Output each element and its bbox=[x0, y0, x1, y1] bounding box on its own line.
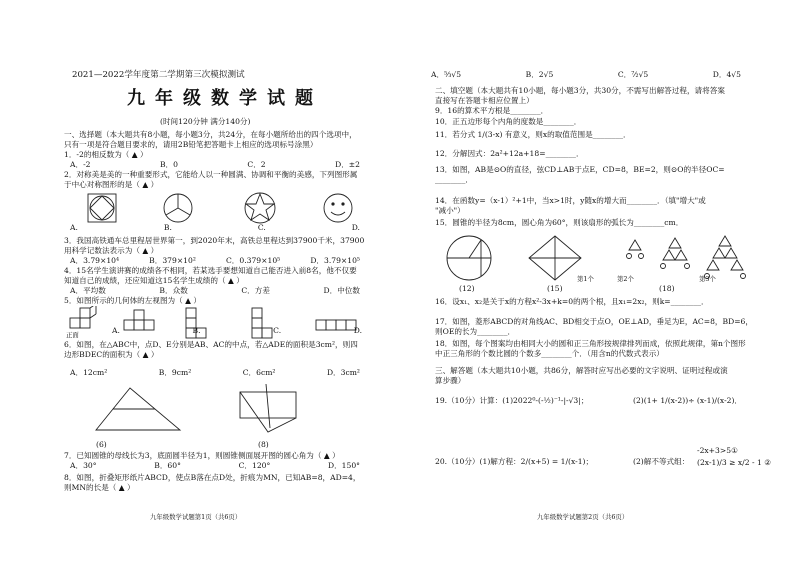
q6-options bbox=[70, 368, 360, 378]
q15: 15．圆锥的半径为8cm，圆心角为60°，则该扇形的弧长为________cm． bbox=[435, 218, 684, 227]
q2-figure-c-star bbox=[245, 193, 275, 223]
q6-option-d: D．3cm² bbox=[326, 368, 360, 377]
q1-option-b: B．0 bbox=[159, 160, 178, 169]
section3-intro-line1: 三、解答题（本大题共10小题，共86分，解答时应写出必要的文字说明、证明过程或演 bbox=[435, 366, 728, 375]
q2-option-d: D. bbox=[351, 223, 360, 232]
q5-option-a: A. bbox=[112, 326, 120, 335]
q2-option-b: B. bbox=[163, 223, 172, 232]
q6-stem-line1: 6．如图，在△ABC中，点D、E分别是AB、AC的中点，若△ADE的面积是3cm²，则四 bbox=[64, 340, 358, 349]
q2-options bbox=[70, 223, 360, 233]
page2-footer: 九年级数学试题第2页（共6页） bbox=[537, 513, 629, 521]
q8-options bbox=[431, 70, 741, 80]
q18-line1: 18．如图，每个图案均由相同大小的圆和正三角形按规律排列而成，依照此规律，第n个图形 bbox=[435, 339, 746, 348]
fig18-label: (18) bbox=[659, 284, 675, 293]
q7-stem: 7．已知圆锥的母线长为3，底面圆半径为1，则圆锥侧面展开图的圆心角为（ ▲ ） bbox=[64, 451, 340, 460]
q3-stem-line2: 用科学记数法表示为（ ▲ ） bbox=[64, 246, 159, 255]
q14-line2: "减小"） bbox=[435, 206, 465, 215]
section1-intro-line1: 一、选择题（本大题共有8小题，每小题3分，共24分，在每小题所给出的四个选项中， bbox=[64, 130, 357, 139]
q6-option-b: B．9cm² bbox=[158, 368, 192, 377]
q1-option-d: D．±2 bbox=[335, 160, 360, 169]
q13-circle-figure bbox=[447, 236, 491, 280]
q13-line1: 13．如图，AB是⊙O的直径，弦CD⊥AB于点E，CD=8，BE=2，则⊙O的半径OC= bbox=[435, 165, 725, 174]
pattern-label-3: 第3个 bbox=[699, 275, 716, 283]
q6-option-c: C．6cm² bbox=[242, 368, 276, 377]
q2-figure-b-trefoil bbox=[164, 194, 192, 222]
q4-stem-line1: 4．15名学生演讲赛的成绩各不相同，若某选手要想知道自己能否进入前8名，他不仅要 bbox=[64, 266, 357, 275]
q6-triangle-figure bbox=[90, 384, 190, 436]
section1-intro-line2: 只有一项是符合题目要求的，请用2B铅笔把答题卡上相应的选项标号涂黑） bbox=[64, 140, 318, 149]
q5-figures bbox=[68, 306, 368, 342]
q8-option-d: D．4√5 bbox=[712, 70, 741, 79]
q8-option-a: A．⁵⁄₃√5 bbox=[431, 70, 462, 79]
q4-stem-line2: 知道自己的成绩，还应知道这15名学生成绩的（ ▲ ） bbox=[64, 276, 244, 285]
exam-header: 2021—2022学年度第二学期第三次模拟测试 bbox=[72, 70, 245, 80]
pattern-label-1: 第1个 bbox=[577, 275, 594, 283]
pattern-label-2: 第2个 bbox=[617, 275, 634, 283]
q2-stem-line2: 于中心对称图形的是（ ▲ ） bbox=[64, 180, 159, 189]
q3-options bbox=[70, 256, 360, 266]
q5-option-c: C. bbox=[273, 326, 282, 335]
exam-title: 九年级数学试题 bbox=[127, 88, 323, 109]
q7-option-b: B．60° bbox=[154, 461, 181, 470]
q5-front-label: 正面 bbox=[66, 331, 79, 339]
q3-stem-line1: 3．我国高铁通车总里程居世界第一，到2020年末，高铁总里程达到37900千米，37900 bbox=[64, 236, 365, 245]
q18-pattern-figure bbox=[627, 236, 746, 279]
q5-option-d: D. bbox=[353, 326, 362, 335]
q20-ineq-1: -2x+3>5① bbox=[697, 446, 738, 455]
q3-option-a: A．3.79×10⁴ bbox=[70, 256, 120, 265]
q20-ineq-2: (2x-1)/3 ≥ x/2 - 1 ② bbox=[697, 458, 772, 467]
q6-fig-label: (6) bbox=[96, 440, 107, 449]
q8-option-b: B．2√5 bbox=[525, 70, 554, 79]
q2-option-c: C. bbox=[257, 223, 266, 232]
q8-option-c: C．⁷⁄₂√5 bbox=[617, 70, 649, 79]
q20-part1: 20.（10分）(1)解方程：2/(x+5) = 1/(x-1)； bbox=[435, 457, 594, 466]
exam-info: (时间120分钟 满分140分) bbox=[160, 117, 251, 126]
q3-option-b: B．379×10² bbox=[149, 256, 196, 265]
q2-figure-d-smiley bbox=[324, 194, 352, 222]
q8-fig-label: (8) bbox=[258, 440, 269, 449]
q7-option-a: A．30° bbox=[70, 461, 97, 470]
q7-option-c: C．120° bbox=[238, 461, 271, 470]
q8-stem-line1: 8．如图，折叠矩形纸片ABCD，使点B落在点D处，折痕为MN，已知AB=8，AD=4， bbox=[64, 473, 361, 482]
q17-line2: 则OE的长为________． bbox=[435, 327, 516, 336]
q10: 10．正五边形每个内角的度数是________． bbox=[435, 117, 582, 126]
q2-figure-a-square-circle bbox=[88, 194, 116, 222]
q1-option-c: C．2 bbox=[247, 160, 266, 169]
q5-solid-figure bbox=[70, 306, 96, 328]
q7-options bbox=[70, 461, 360, 471]
section3-intro-line2: 算步骤） bbox=[435, 376, 466, 385]
q8-rectangle-figure bbox=[236, 382, 306, 442]
q16: 16．设x₁、x₂是关于x的方程x²-3x+k=0的两个根，且x₁=2x₂，则k=________． bbox=[435, 297, 709, 306]
q2-option-a: A. bbox=[70, 223, 78, 232]
q5-stem: 5．如图所示的几何体的左视图为（ ▲ ） bbox=[64, 296, 201, 305]
q17-rhombus-figure bbox=[529, 236, 581, 280]
q3-option-d: D．3.79×10⁵ bbox=[310, 256, 360, 265]
q14-line1: 14．在函数y=（x-1）²+1中，当x>1时，y随x的增大而________．（填"增大"或 bbox=[435, 196, 706, 205]
q7-option-d: D．150° bbox=[328, 461, 360, 470]
q5-option-b: B. bbox=[192, 326, 201, 335]
q9: 9．16的算术平方根是________． bbox=[435, 106, 549, 115]
q4-option-b: B．众数 bbox=[159, 286, 188, 295]
q2-stem-line1: 2．对称美是美的一种重要形式，它能给人以一种圆满、协调和平衡的美感，下列图形属 bbox=[64, 170, 358, 179]
exam-page-2 bbox=[397, 0, 794, 561]
q4-option-d: D．中位数 bbox=[323, 286, 360, 295]
q17-line1: 17．如图，菱形ABCD的对角线AC、BD相交于点O，OE⊥AD，垂足为E，AC=8，BD=6， bbox=[435, 317, 753, 326]
q18-line2: 中正三角形的个数比圆的个数多________个．（用含n的代数式表示） bbox=[435, 349, 664, 358]
fig12-label: (12) bbox=[459, 284, 475, 293]
q6-option-a: A．12cm² bbox=[70, 368, 108, 377]
q5-options bbox=[112, 326, 362, 336]
q12: 12．分解因式：2a²+12a+18=________． bbox=[435, 149, 584, 158]
q1-option-a: A．-2 bbox=[70, 160, 91, 169]
section2-intro-line2: 直接写在答题卡相应位置上） bbox=[435, 96, 534, 105]
section2-intro-line1: 二、填空题（本大题共有10小题，每小题3分，共30分，不需写出解答过程，请将答案 bbox=[435, 86, 725, 95]
q4-options bbox=[70, 286, 360, 296]
q6-stem-line2: 边形BDEC的面积为（ ▲ ） bbox=[64, 350, 159, 359]
q20-part2-label: (2)解不等式组： bbox=[633, 457, 690, 466]
q4-option-c: C．方差 bbox=[241, 286, 270, 295]
q19-part2: (2)(1+ 1/(x-2))÷ (x-1)/(x-2)． bbox=[633, 396, 743, 405]
q4-option-a: A．平均数 bbox=[70, 286, 106, 295]
q1-stem: 1．-2的相反数为（ ▲ ） bbox=[64, 150, 148, 159]
q1-options bbox=[70, 160, 360, 170]
q11: 11．若分式 1/(3-x) 有意义，则x的取值范围是________． bbox=[435, 130, 631, 139]
q3-option-c: C．0.379×10⁵ bbox=[226, 256, 281, 265]
fig15-label: (15) bbox=[547, 284, 563, 293]
q19-part1: 19.（10分）计算：(1)2022⁰-(-½)⁻¹-|-√3|； bbox=[435, 396, 589, 405]
page1-footer: 九年级数学试题第1页（共6页） bbox=[150, 513, 242, 521]
q8-stem-line2: 则MN的长是（ ▲ ） bbox=[64, 483, 135, 492]
q13-line2: ________． bbox=[435, 175, 473, 184]
